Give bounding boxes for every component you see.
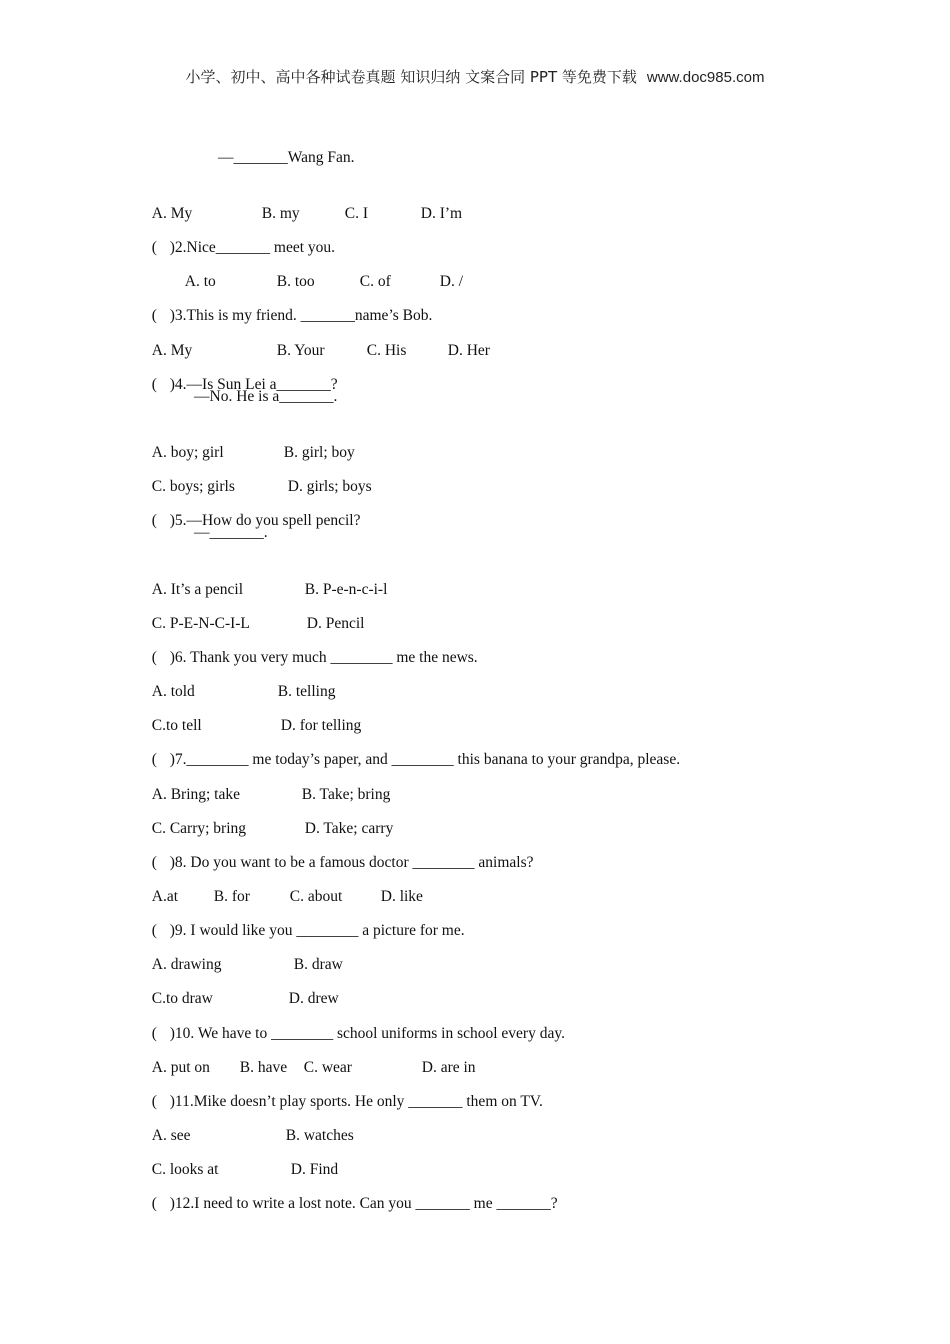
q9-option-a: A. drawing — [151, 956, 222, 973]
q7-options-ab — [144, 762, 391, 803]
q6-option-c: C.to tell — [151, 717, 202, 734]
q10-option-a: A. put on — [151, 1059, 210, 1076]
question-7 — [144, 727, 681, 768]
question-8 — [144, 830, 534, 871]
q7-answer-paren: ( — [151, 751, 157, 768]
q2-text: )2.Nice_______ meet you. — [169, 239, 336, 256]
q3-option-b: B. Your — [276, 342, 325, 359]
q8-option-a: A.at — [151, 888, 179, 905]
q6-option-a: A. told — [151, 683, 195, 700]
q4-answer-paren: ( — [151, 376, 157, 393]
page-header — [0, 66, 950, 87]
q1-option-d: D. I’m — [420, 205, 463, 222]
q9-option-b: B. draw — [293, 956, 343, 973]
q7-option-d: D. Take; carry — [304, 820, 394, 837]
q2-options — [177, 249, 463, 290]
q10-answer-paren: ( — [151, 1025, 157, 1042]
q10-option-c: C. wear — [303, 1059, 352, 1076]
q12-text: )12.I need to write a lost note. Can you _______ me _______? — [169, 1195, 558, 1212]
q1-option-a: A. My — [151, 205, 193, 222]
q4-text: )4.—Is Sun Lei a_______? — [169, 376, 338, 393]
q8-answer-paren: ( — [151, 854, 157, 871]
q4-answer-line: —No. He is a_______. — [194, 388, 338, 405]
q6-answer-paren: ( — [151, 649, 157, 666]
q9-option-c: C.to draw — [151, 990, 213, 1007]
q8-text: )8. Do you want to be a famous doctor ________ animals? — [169, 854, 534, 871]
q11-option-b: B. watches — [285, 1127, 354, 1144]
question-9 — [144, 898, 465, 939]
q2-option-a: A. to — [184, 273, 216, 290]
header-text: 小学、初中、高中各种试卷真题 知识归纳 文案合同 PPT 等免费下载 — [185, 68, 637, 86]
q3-answer-paren: ( — [151, 307, 157, 324]
q12-answer-paren: ( — [151, 1195, 157, 1212]
q6-options-ab — [144, 659, 336, 700]
q10-text: )10. We have to ________ school uniforms in school every day. — [169, 1025, 565, 1042]
q1-answer-line: —_______Wang Fan. — [218, 149, 355, 166]
q6-option-d: D. for telling — [280, 717, 362, 734]
q4-option-a: A. boy; girl — [151, 444, 224, 461]
q9-answer-paren: ( — [151, 922, 157, 939]
q6-options-cd — [144, 693, 362, 734]
q6-option-b: B. telling — [277, 683, 336, 700]
q5-option-a: A. It’s a pencil — [151, 581, 244, 598]
q2-option-b: B. too — [276, 273, 315, 290]
question-11 — [144, 1069, 543, 1110]
q3-option-c: C. His — [366, 342, 407, 359]
q2-option-d: D. / — [439, 273, 463, 290]
q4-option-b: B. girl; boy — [283, 444, 355, 461]
q8-option-d: D. like — [380, 888, 423, 905]
q5-option-b: B. P-e-n-c-i-l — [304, 581, 388, 598]
q4-option-c: C. boys; girls — [151, 478, 235, 495]
q7-option-b: B. Take; bring — [301, 786, 391, 803]
question-4 — [144, 352, 338, 393]
question-12 — [144, 1171, 558, 1212]
question-10 — [144, 1001, 565, 1042]
q11-text: )11.Mike doesn’t play sports. He only _______ them on TV. — [169, 1093, 543, 1110]
q5-option-d: D. Pencil — [306, 615, 365, 632]
q1-options — [144, 181, 463, 222]
q5-options-cd — [144, 591, 365, 632]
q7-option-a: A. Bring; take — [151, 786, 240, 803]
question-2 — [144, 215, 336, 256]
question-6 — [144, 625, 478, 666]
q8-options — [144, 864, 423, 905]
q9-options-ab — [144, 932, 343, 973]
q9-text: )9. I would like you ________ a picture for me. — [169, 922, 465, 939]
q3-option-d: D. Her — [447, 342, 490, 359]
q2-answer-paren: ( — [151, 239, 157, 256]
q4-options-cd — [144, 454, 372, 495]
q1-option-b: B. my — [261, 205, 300, 222]
q3-option-a: A. My — [151, 342, 193, 359]
q10-options — [144, 1035, 476, 1076]
q3-options — [144, 318, 490, 359]
q5-option-c: C. P-E-N-C-I-L — [151, 615, 250, 632]
q7-options-cd — [144, 796, 394, 837]
q11-options-cd — [144, 1137, 339, 1178]
q5-answer-paren: ( — [151, 512, 157, 529]
q1-option-c: C. I — [344, 205, 368, 222]
q9-option-d: D. drew — [288, 990, 339, 1007]
question-3 — [144, 283, 433, 324]
q2-option-c: C. of — [359, 273, 391, 290]
q11-option-d: D. Find — [290, 1161, 339, 1178]
q10-option-b: B. have — [239, 1059, 288, 1076]
q10-option-d: D. are in — [421, 1059, 476, 1076]
q7-option-c: C. Carry; bring — [151, 820, 247, 837]
q5-text: )5.—How do you spell pencil? — [169, 512, 361, 529]
q4-option-d: D. girls; boys — [287, 478, 372, 495]
question-5 — [144, 488, 361, 529]
q3-text: )3.This is my friend. _______name’s Bob. — [169, 307, 433, 324]
header-site: www.doc985.com — [646, 69, 765, 86]
q8-option-b: B. for — [213, 888, 250, 905]
q6-text: )6. Thank you very much ________ me the news. — [169, 649, 478, 666]
q8-option-c: C. about — [289, 888, 343, 905]
q11-option-c: C. looks at — [151, 1161, 219, 1178]
q9-options-cd — [144, 966, 339, 1007]
q4-options-ab — [144, 420, 355, 461]
q5-options-ab — [144, 557, 388, 598]
q5-answer-line: —_______. — [194, 524, 268, 541]
q7-text: )7.________ me today’s paper, and ________ this banana to your grandpa, please. — [169, 751, 681, 768]
q11-answer-paren: ( — [151, 1093, 157, 1110]
q11-option-a: A. see — [151, 1127, 191, 1144]
q11-options-ab — [144, 1103, 354, 1144]
